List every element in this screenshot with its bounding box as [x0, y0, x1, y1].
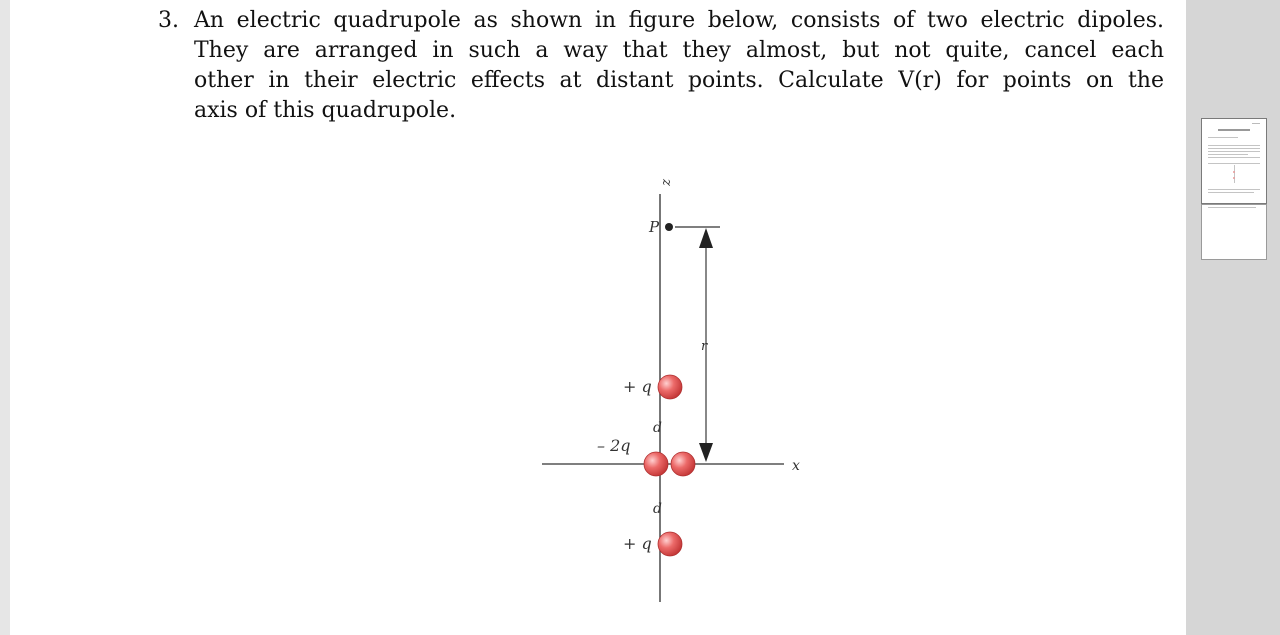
page-thumbnail-sidebar[interactable] — [1186, 0, 1280, 635]
page-thumbnail-1[interactable] — [1201, 118, 1267, 204]
thumbnail-figure-axis — [1234, 165, 1235, 183]
z-axis-label: z — [659, 179, 674, 186]
charge-bottom — [658, 532, 682, 556]
charge-middle-left — [644, 452, 668, 476]
charge-middle-label: – 2q — [597, 436, 631, 455]
page-thumbnail-2[interactable] — [1201, 204, 1267, 260]
r-arrow-down — [699, 443, 713, 462]
question-line-3: other in their electric effects at distant points. Calculate V(r) for points on the — [194, 68, 1164, 93]
quadrupole-figure — [530, 160, 830, 610]
question-line-4: axis of this quadrupole. — [194, 98, 457, 123]
thumbnail-text-line — [1208, 192, 1254, 193]
thumbnail-text-line — [1208, 154, 1248, 155]
charge-middle-right — [671, 452, 695, 476]
question-line-1: An electric quadrupole as shown in figure below, consists of two electric dipoles. — [194, 8, 1164, 33]
x-axis-label: x — [792, 458, 800, 474]
thumbnail-text-line — [1208, 189, 1260, 190]
charge-top — [658, 375, 682, 399]
thumbnail-text-line — [1208, 148, 1260, 149]
point-p — [665, 223, 673, 231]
thumbnail-header — [1252, 123, 1260, 124]
d-label-bottom: d — [653, 501, 662, 517]
thumbnail-text-line — [1208, 207, 1256, 208]
question-number: 3. — [158, 8, 179, 33]
r-label: r — [701, 339, 708, 354]
question-line-2: They are arranged in such a way that they almost, but not quite, cancel each — [194, 38, 1164, 63]
document-page — [10, 0, 1186, 635]
thumbnail-text-line — [1208, 157, 1260, 158]
charge-bottom-label: + q — [623, 534, 652, 553]
charge-top-label: + q — [623, 377, 652, 396]
thumbnail-charge — [1233, 177, 1235, 179]
thumbnail-text-line — [1208, 151, 1260, 152]
thumbnail-text-line — [1208, 145, 1260, 146]
thumbnail-text-line — [1208, 163, 1260, 164]
thumbnail-text-line — [1208, 137, 1238, 138]
window-left-edge — [0, 0, 10, 635]
thumbnail-charge — [1233, 171, 1235, 173]
d-label-top: d — [653, 420, 662, 436]
r-arrow-up — [699, 228, 713, 248]
point-p-label: P — [649, 218, 660, 236]
thumbnail-title — [1218, 129, 1250, 131]
